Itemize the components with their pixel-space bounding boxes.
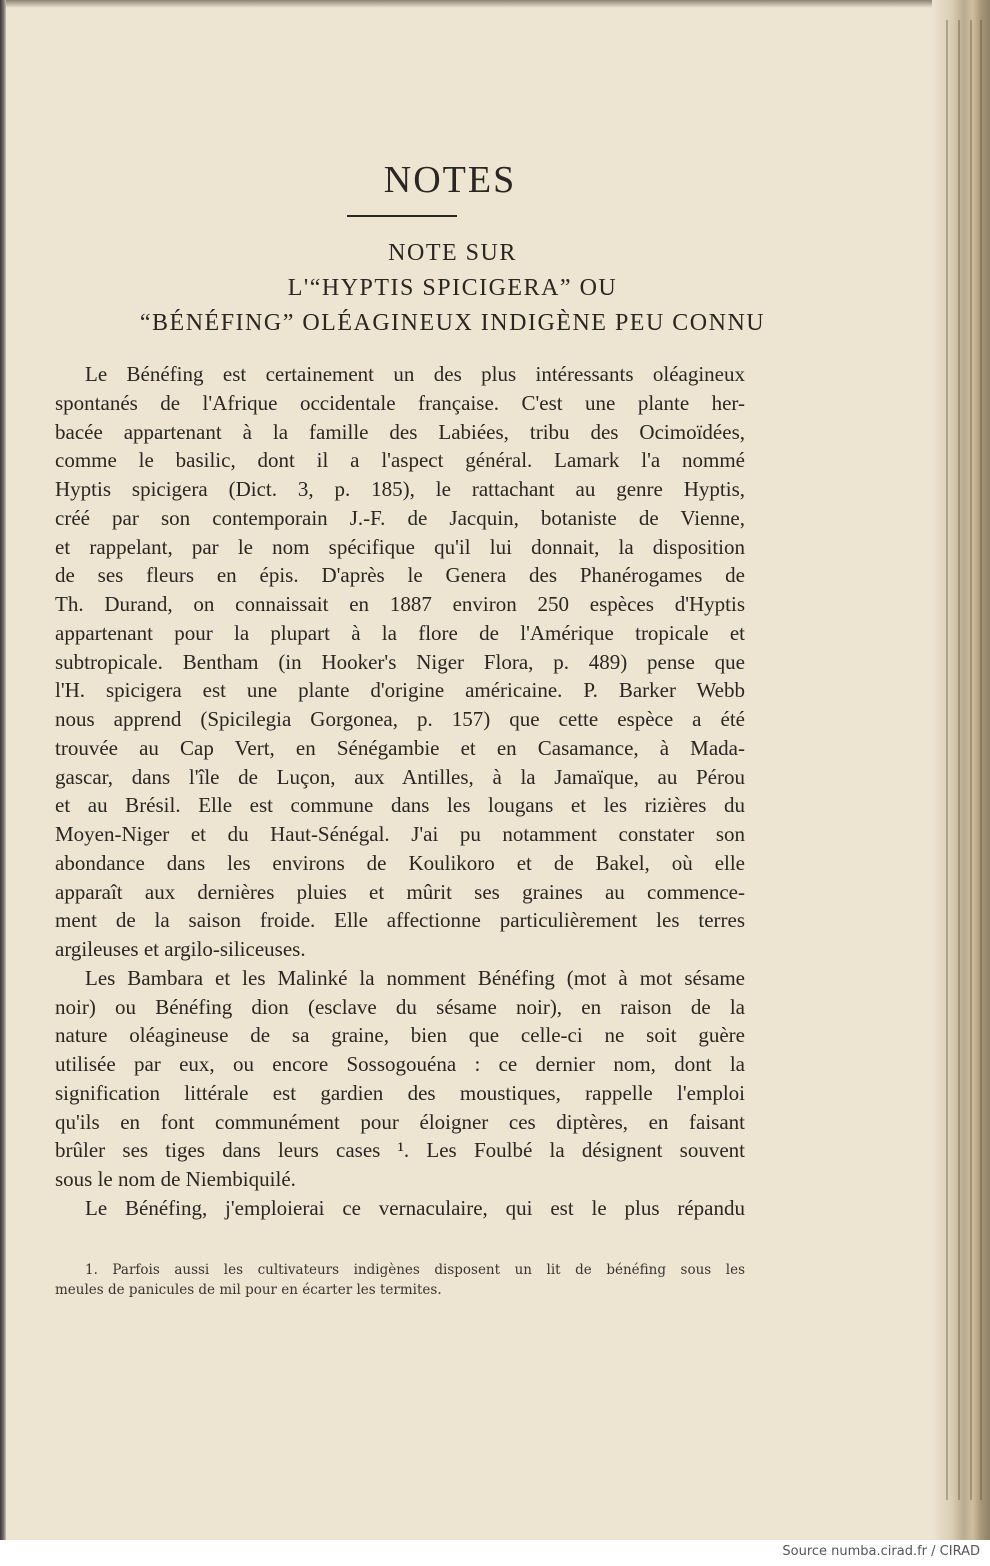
body-line: Les Bambara et les Malinké la nomment Bénéfing (mot à mot sésame	[85, 965, 745, 990]
body-line: comme le basilic, dont il a l'aspect général. Lamark l'a nommé	[55, 448, 745, 473]
body-line: créé par son contemporain J.-F. de Jacquin, botaniste de Vienne,	[55, 505, 745, 530]
body-line: Le Bénéfing, j'emploierai ce vernaculaire, qui est le plus répandu	[85, 1195, 745, 1220]
body-line: Le Bénéfing est certainement un des plus intéressants oléagineux	[85, 362, 745, 386]
article-title-line-1: NOTE SUR	[388, 240, 517, 266]
footnote-line: 1. Parfois aussi les cultivateurs indigènes disposent un lit de bénéfing sous les	[85, 1262, 745, 1278]
section-heading: NOTES	[383, 159, 517, 201]
scan-left-edge	[0, 0, 6, 1540]
body-line: noir) ou Bénéfing dion (esclave du sésame noir), en raison de la	[55, 994, 745, 1019]
footnote-line: meules de panicules de mil pour en écarter les termites.	[55, 1282, 442, 1298]
body-line: nous apprend (Spicilegia Gorgonea, p. 157) que cette espèce a été	[55, 707, 745, 731]
article-title-line-3: “BÉNÉFING” OLÉAGINEUX INDIGÈNE PEU CONNU	[139, 310, 766, 336]
body-line: ment de la saison froide. Elle affectionne particulièrement les terres	[55, 908, 745, 933]
body-line: bacée appartenant à la famille des Labiées, tribu des Ocimoïdées,	[55, 419, 745, 444]
article-title-line-2: L'“HYPTIS SPICIGERA” OU	[287, 275, 618, 301]
body-line: appartenant pour la plupart à la flore de l'Amérique tropicale et	[55, 620, 745, 645]
body-line: Th. Durand, on connaissait en 1887 environ 250 espèces d'Hyptis	[55, 592, 745, 616]
body-line: nature oléagineuse de sa graine, bien que celle-ci ne soit guère	[55, 1023, 745, 1048]
scan-top-edge	[0, 0, 990, 8]
body-line: gascar, dans l'île de Luçon, aux Antilles, à la Jamaïque, au Pérou	[55, 764, 745, 789]
source-credit: Source numba.cirad.fr / CIRAD	[782, 1544, 980, 1559]
body-line: abondance dans les environs de Koulikoro et de Bakel, où elle	[55, 850, 745, 875]
body-line: utilisée par eux, ou encore Sossogouéna : ce dernier nom, dont la	[55, 1052, 745, 1076]
body-line: et rappelant, par le nom spécifique qu'il lui donnait, la disposition	[55, 534, 745, 559]
body-line: Hyptis spicigera (Dict. 3, p. 185), le rattachant au genre Hyptis,	[55, 477, 745, 501]
body-line: subtropicale. Bentham (in Hooker's Niger Flora, p. 489) pense que	[55, 649, 745, 674]
body-line: argileuses et argilo-siliceuses.	[55, 937, 306, 961]
body-line: sous le nom de Niembiquilé.	[55, 1167, 296, 1191]
body-line: de ses fleurs en épis. D'après le Genera des Phanérogames de	[55, 563, 745, 588]
heading-rule	[347, 215, 457, 217]
body-line: signification littérale est gardien des moustiques, rappelle l'emploi	[55, 1080, 745, 1105]
body-line: brûler ses tiges dans leurs cases ¹. Les Foulbé la désignent souvent	[55, 1138, 745, 1163]
body-line: et au Brésil. Elle est commune dans les lougans et les rizières du	[55, 793, 745, 818]
body-line: qu'ils en font communément pour éloigner ces diptères, en faisant	[55, 1109, 745, 1134]
body-line: l'H. spicigera est une plante d'origine américaine. P. Barker Webb	[55, 678, 745, 703]
body-line: Moyen-Niger et du Haut-Sénégal. J'ai pu notamment constater son	[55, 822, 745, 846]
body-line: spontanés de l'Afrique occidentale française. C'est une plante her-	[55, 390, 745, 415]
book-fore-edge	[932, 0, 990, 1540]
article-body	[55, 360, 745, 1223]
body-line: apparaît aux dernières pluies et mûrit ses graines au commence-	[55, 879, 745, 904]
footnote	[55, 1260, 745, 1300]
body-line: trouvée au Cap Vert, en Sénégambie et en Casamance, à Mada-	[55, 735, 745, 760]
